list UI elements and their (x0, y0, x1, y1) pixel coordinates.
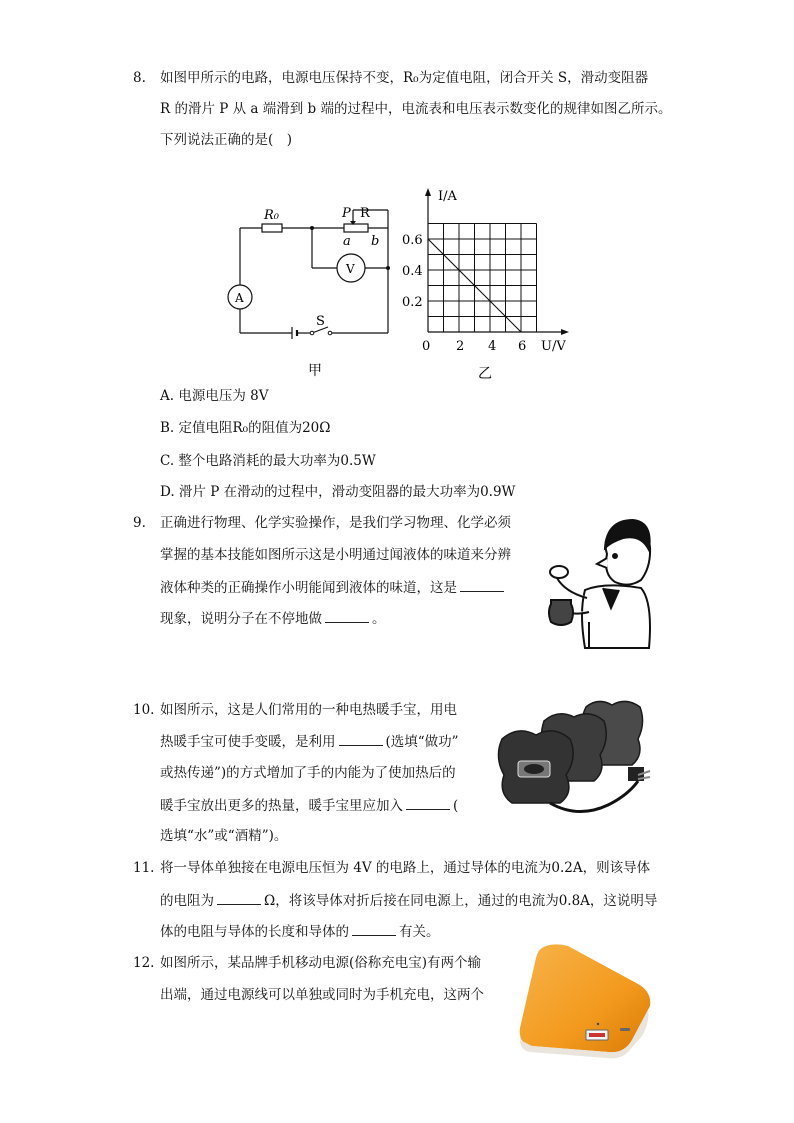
q8-number: 8. (133, 70, 146, 86)
graph-caption: 乙 (478, 366, 492, 382)
q8-option-d: D. 滑片 P 在滑动的过程中，滑动变阻器的最大功率为0.9W (160, 484, 516, 500)
q11-line-3: 体的电阻与导体的长度和导体的 有关。 (160, 921, 440, 942)
x-tick-2: 2 (456, 339, 465, 354)
q10-blank-1[interactable] (339, 731, 383, 746)
y-tick-0-2: 0.2 (402, 295, 423, 310)
q10-line-4: 暖手宝放出更多的热量，暖手宝里应加入 ( (160, 795, 458, 816)
q8-line-3: 下列说法正确的是( ) (160, 132, 293, 148)
q11-blank-1[interactable] (217, 890, 261, 905)
q9-line-1: 正确进行物理、化学实验操作，是我们学习物理、化学必须 (160, 515, 511, 531)
r0-label: R₀ (264, 208, 279, 223)
voltmeter-label: V (346, 262, 355, 276)
q9-line-2: 掌握的基本技能如图所示这是小明通过闻液体的味道来分辨 (160, 547, 511, 563)
r-label: R (360, 206, 370, 221)
q10-line-3: 或热传递”)的方式增加了手的内能为了使加热后的 (160, 765, 456, 781)
q9-blank-1[interactable] (460, 577, 504, 592)
q11-blank-2[interactable] (352, 921, 396, 936)
circuit-diagram (220, 195, 400, 385)
q8-option-c: C. 整个电路消耗的最大功率为0.5W (160, 453, 376, 469)
iu-graph (398, 182, 578, 387)
q12-line-2: 出端，通过电源线可以单独或同时为手机充电，这两个 (160, 987, 484, 1003)
q8-option-a: A. 电源电压为 8V (160, 388, 269, 404)
switch-label: S (316, 314, 325, 329)
y-tick-0-4: 0.4 (402, 264, 423, 279)
q9-line-3: 液体种类的正确操作小明能闻到液体的味道，这是 (160, 577, 507, 598)
y-tick-0-6: 0.6 (402, 233, 423, 248)
x-axis-label: U/V (541, 339, 566, 354)
boy-smelling-illustration (545, 512, 657, 652)
q10-line-5: 选填“水”或“酒精”)。 (160, 828, 288, 844)
q9-blank-2[interactable] (325, 608, 369, 623)
power-bank-illustration (512, 940, 660, 1062)
q8-line-1: 如图甲所示的电路，电源电压保持不变，R₀为定值电阻，闭合开关 S，滑动变阻器 (160, 70, 649, 86)
q8-line-2: R 的滑片 P 从 a 端滑到 b 端的过程中，电流表和电压表示数变化的规律如图乙所示。 (160, 101, 672, 117)
y-axis-label: I/A (438, 189, 457, 204)
q10-line-1: 如图所示，这是人们常用的一种电热暖手宝，用电 (160, 702, 457, 718)
b-label: b (371, 234, 380, 249)
q12-line-1: 如图所示，某品牌手机移动电源(俗称充电宝)有两个输 (160, 955, 482, 971)
q8-option-b: B. 定值电阻R₀的阻值为20Ω (160, 420, 331, 436)
a-label: a (343, 234, 351, 249)
q9-number: 9. (133, 515, 146, 531)
ammeter-label: A (235, 291, 244, 305)
x-tick-4: 4 (488, 339, 497, 354)
hand-warmer-illustration (488, 695, 658, 820)
x-tick-6: 6 (518, 339, 527, 354)
q10-line-2: 热暖手宝可使手变暖，是利用 (选填“做功” (160, 731, 459, 752)
q11-line-1: 将一导体单独接在电源电压恒为 4V 的电路上，通过导体的电流为0.2A，则该导体 (160, 860, 651, 876)
q11-line-2: 的电阻为 Ω，将该导体对折后接在同电源上，通过的电流为0.8A，这说明导 (160, 890, 657, 911)
q12-number: 12. (133, 955, 155, 971)
p-label: P (342, 206, 351, 221)
q10-number: 10. (133, 702, 155, 718)
circuit-caption: 甲 (308, 363, 322, 379)
x-tick-0: 0 (422, 339, 431, 354)
q10-blank-2[interactable] (406, 795, 450, 810)
q11-number: 11. (133, 860, 155, 876)
q9-line-4: 现象，说明分子在不停地做 。 (160, 608, 386, 629)
